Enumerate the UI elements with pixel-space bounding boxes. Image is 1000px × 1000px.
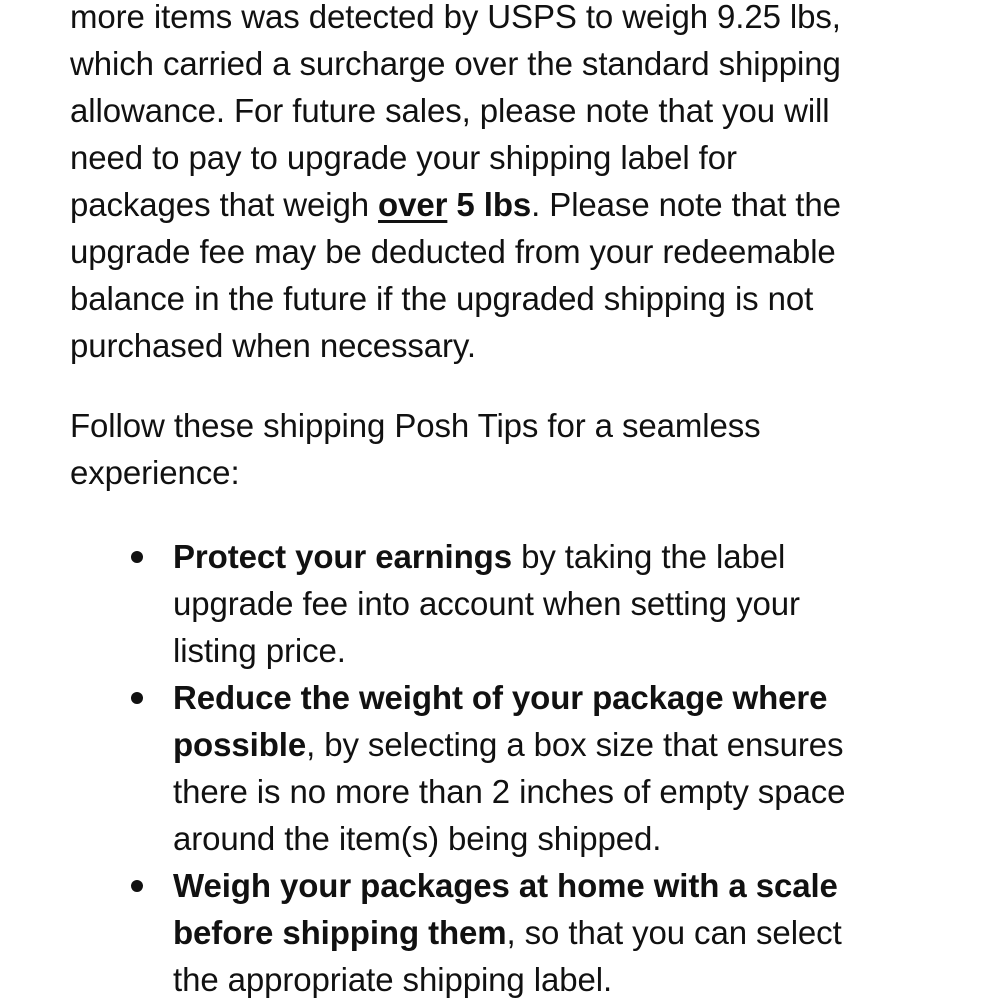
notice-line: balance in the future if the upgraded shipping is not xyxy=(70,280,814,317)
tip-text: , so that you can select xyxy=(506,914,842,951)
tip-text: , by selecting a box size that ensures xyxy=(306,726,844,763)
weight-threshold: 5 lbs xyxy=(447,186,532,223)
tip-line: the appropriate shipping label. xyxy=(173,961,613,998)
list-item xyxy=(70,533,940,674)
notice-line: need to pay to upgrade your shipping label for xyxy=(70,139,737,176)
notice-text: packages that weigh xyxy=(70,186,379,223)
tip-heading: Weigh your packages at home with a scale xyxy=(173,867,838,904)
tip-line xyxy=(173,909,940,956)
tip-line: upgrade fee into account when setting your xyxy=(173,585,800,622)
tip-heading: Reduce the weight of your package where xyxy=(173,679,828,716)
over-emphasis: over xyxy=(378,186,448,223)
tip-line: there is no more than 2 inches of empty space xyxy=(173,773,846,810)
tip-line: around the item(s) being shipped. xyxy=(173,820,662,857)
tips-intro-paragraph xyxy=(70,402,940,496)
tip-text: by taking the label xyxy=(512,538,786,575)
tip-heading: Protect your earnings xyxy=(173,538,512,575)
notice-line: upgrade fee may be deducted from your redeemable xyxy=(70,233,836,270)
tip-line xyxy=(173,533,940,580)
notice-line: which carried a surcharge over the standard shipping xyxy=(70,45,841,82)
tip-line xyxy=(173,721,940,768)
notice-text: . Please note that the xyxy=(531,186,841,223)
notice-line-weight-threshold xyxy=(70,181,940,228)
list-item xyxy=(70,862,940,1000)
bullet-icon xyxy=(131,880,143,892)
tip-heading: before shipping them xyxy=(173,914,507,951)
tip-line: listing price. xyxy=(173,632,346,669)
posh-tips-list xyxy=(70,533,940,1000)
bullet-icon xyxy=(131,692,143,704)
shipping-notice-paragraph xyxy=(70,0,940,369)
list-item xyxy=(70,674,940,862)
tips-intro-line: experience: xyxy=(70,454,240,491)
tip-heading: possible xyxy=(173,726,307,763)
message-body xyxy=(70,0,940,1000)
tips-intro-line: Follow these shipping Posh Tips for a seamless xyxy=(70,407,761,444)
notice-line: more items was detected by USPS to weigh 9.25 lbs, xyxy=(70,0,841,35)
notice-line: allowance. For future sales, please note that you will xyxy=(70,92,830,129)
bullet-icon xyxy=(131,551,143,563)
notice-line: purchased when necessary. xyxy=(70,327,476,364)
